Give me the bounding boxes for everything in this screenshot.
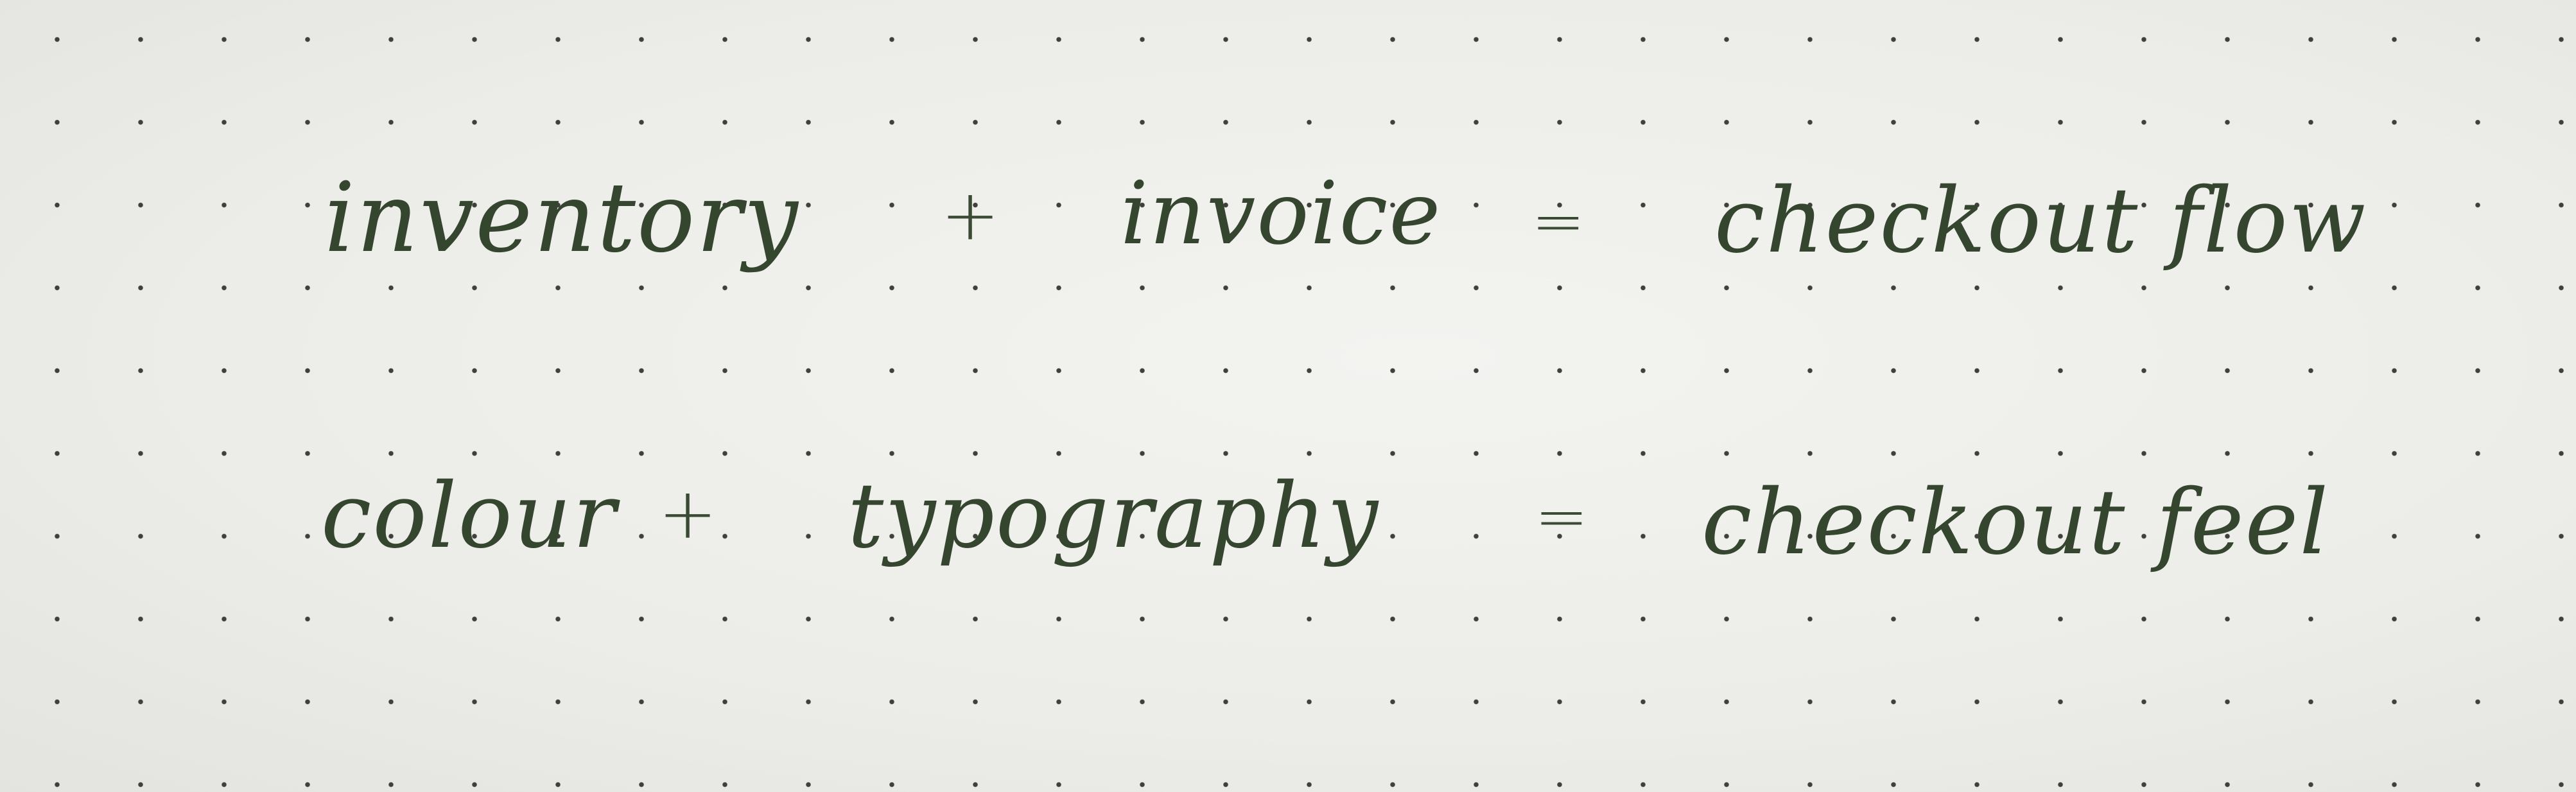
word-typography: typography xyxy=(848,464,1380,569)
equation-line-1 xyxy=(0,144,2576,375)
result-checkout-flow: checkout flow xyxy=(1714,169,2367,273)
equals-sign-1: = xyxy=(1531,184,1585,259)
word-inventory: inventory xyxy=(324,162,799,274)
plus-sign-2: + xyxy=(658,472,718,555)
word-invoice: invoice xyxy=(1120,163,1442,264)
result-checkout-feel: checkout feel xyxy=(1701,470,2330,575)
word-colour: colour xyxy=(321,464,617,569)
plus-sign-1: + xyxy=(941,174,1000,256)
equals-sign-2: = xyxy=(1535,479,1588,554)
equation-line-2 xyxy=(0,459,2576,677)
